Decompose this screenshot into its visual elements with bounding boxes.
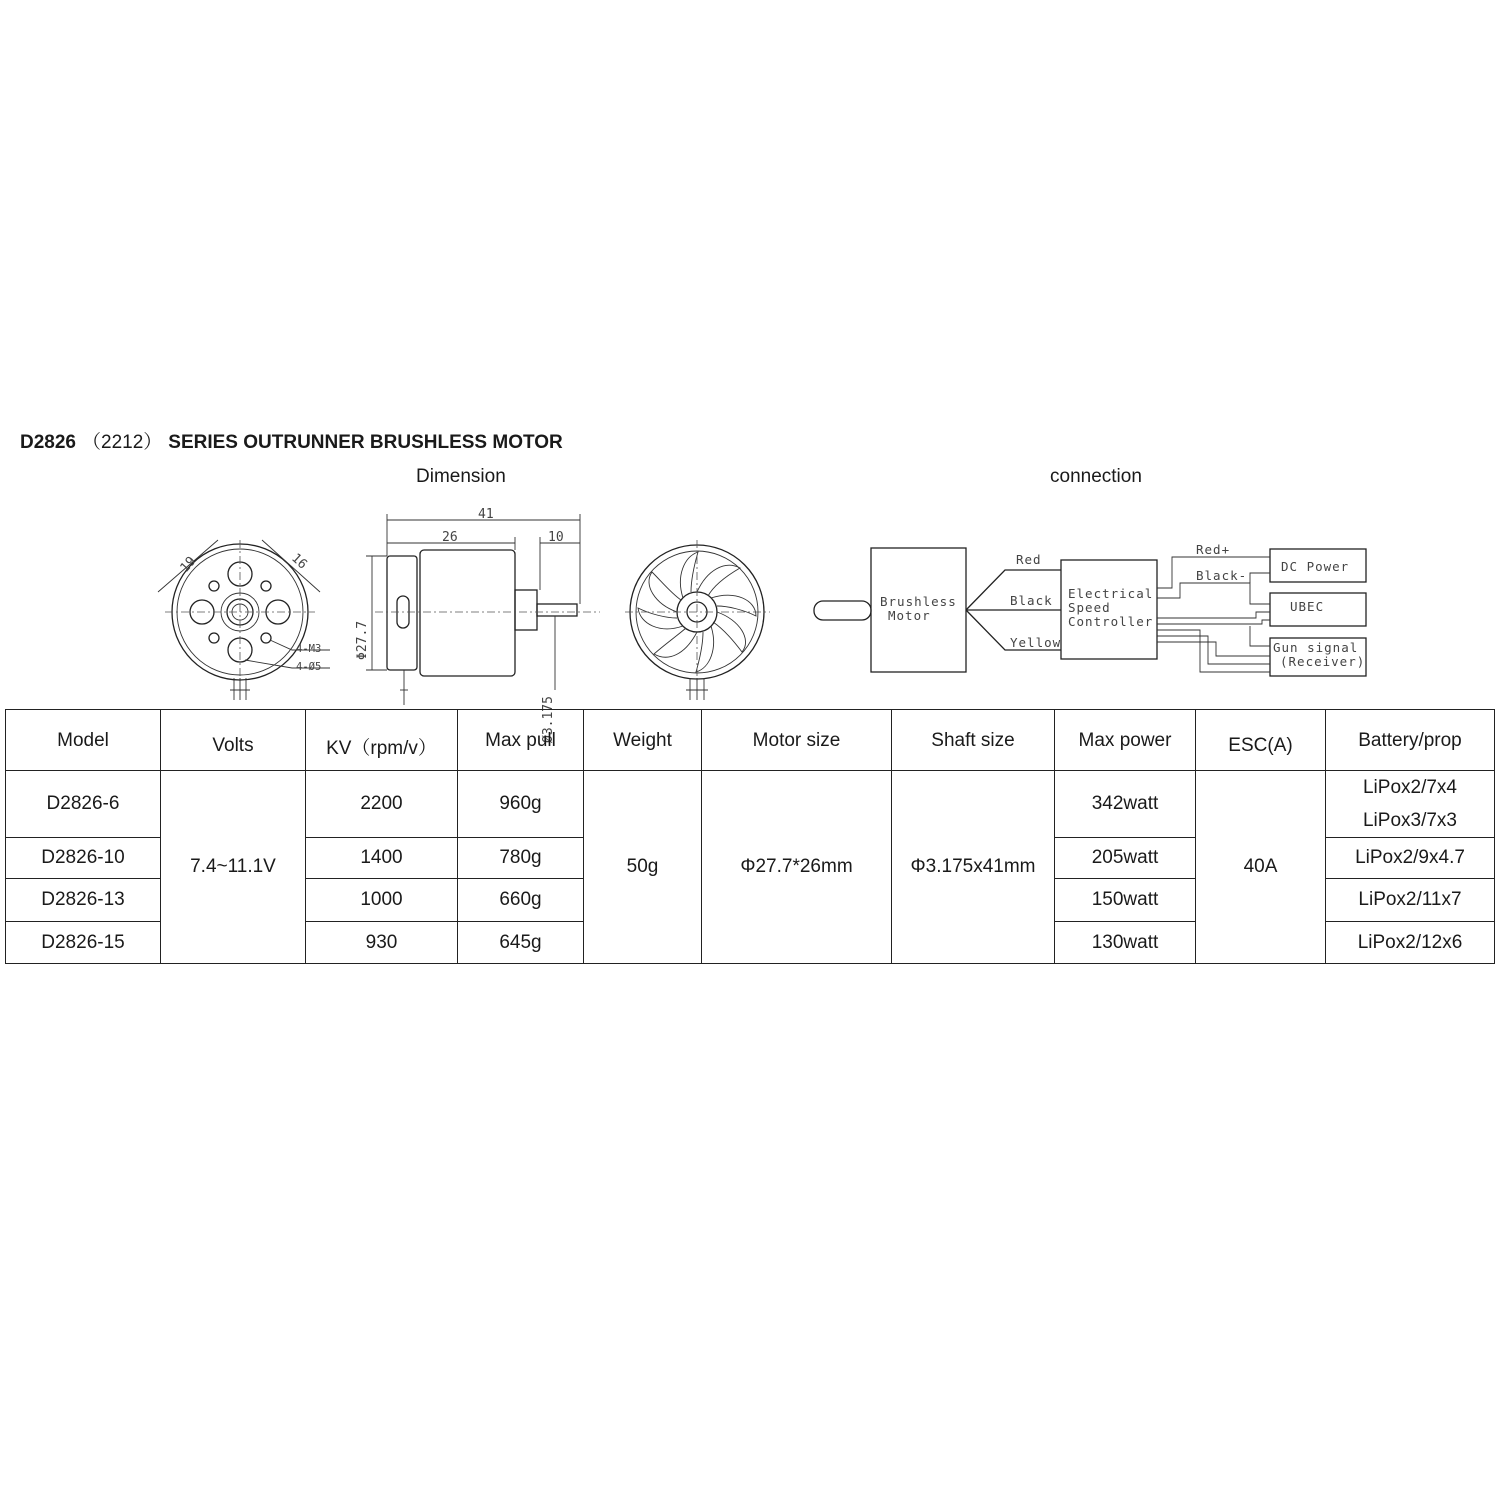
battery-prop-option: LiPox3/7x3 <box>1362 810 1457 831</box>
esc-box-line2: Speed <box>1068 600 1111 615</box>
cell-kv: 2200 <box>306 771 458 838</box>
cell-max-power: 150watt <box>1055 879 1196 922</box>
col-header-model: Model <box>6 710 161 771</box>
cell-weight: 50g <box>584 771 702 964</box>
cell-kv: 930 <box>306 922 458 964</box>
connection-title: connection <box>1050 466 1142 487</box>
motor-side-view <box>355 507 600 743</box>
cell-max-pull: 645g <box>458 922 584 964</box>
cell-model: D2826-10 <box>6 838 161 879</box>
wire-red-plus: Red+ <box>1196 542 1231 557</box>
dim-label-diameter: Φ27.7 <box>355 620 370 660</box>
signal-label-line1: Gun signal <box>1273 640 1359 655</box>
size-code: （2212） <box>82 432 163 453</box>
col-header-battery-prop: Battery/prop <box>1326 710 1495 771</box>
cell-volts: 7.4~11.1V <box>161 771 306 964</box>
cell-kv: 1000 <box>306 879 458 922</box>
cell-model: D2826-15 <box>6 922 161 964</box>
dc-power-label: DC Power <box>1281 559 1350 574</box>
col-header-weight: Weight <box>584 710 702 771</box>
dim-label-16: 16 <box>288 550 310 573</box>
vent-hole-label: 4-Ø5 <box>296 661 322 673</box>
col-header-volts: Volts <box>161 710 306 771</box>
wire-black: Black <box>1010 593 1053 608</box>
motor-rear-view <box>625 540 770 700</box>
col-header-max-power: Max power <box>1055 710 1196 771</box>
cell-battery-prop: LiPox2/12x6 <box>1326 922 1495 964</box>
col-header-motor-size: Motor size <box>702 710 892 771</box>
signal-label-line2: (Receiver) <box>1280 654 1366 669</box>
dimension-title: Dimension <box>416 466 506 487</box>
cell-max-power: 205watt <box>1055 838 1196 879</box>
motor-box-line2: Motor <box>888 608 931 623</box>
cell-kv: 1400 <box>306 838 458 879</box>
cell-battery-prop: LiPox2/9x4.7 <box>1326 838 1495 879</box>
series-name: SERIES OUTRUNNER BRUSHLESS MOTOR <box>168 432 563 453</box>
motor-box-line1: Brushless <box>880 594 957 609</box>
cell-max-pull: 660g <box>458 879 584 922</box>
dim-label-41: 41 <box>478 507 494 522</box>
battery-prop-option: LiPox2/7x4 <box>1362 777 1457 798</box>
col-header-esc: ESC(A) <box>1196 710 1326 771</box>
motor-front-view <box>158 540 330 700</box>
cell-model: D2826-6 <box>6 771 161 838</box>
ubec-label: UBEC <box>1290 599 1325 614</box>
col-header-shaft-size: Shaft size <box>892 710 1055 771</box>
table-header-row <box>6 710 1495 771</box>
cell-shaft-size: Φ3.175x41mm <box>892 771 1055 964</box>
col-header-max-pull: Max pull <box>458 710 584 771</box>
cell-model: D2826-13 <box>6 879 161 922</box>
cell-battery-prop <box>1326 771 1495 838</box>
dim-label-26: 26 <box>442 530 458 545</box>
cell-battery-prop: LiPox2/11x7 <box>1326 879 1495 922</box>
cell-motor-size: Φ27.7*26mm <box>702 771 892 964</box>
esc-box-line1: Electrical <box>1068 586 1154 601</box>
cell-esc: 40A <box>1196 771 1326 964</box>
screw-hole-label: 4-M3 <box>296 643 322 655</box>
dim-label-shaft: Ø3.175 <box>541 696 556 743</box>
wire-red: Red <box>1016 552 1042 567</box>
table-row <box>6 771 1495 838</box>
wire-yellow: Yellow <box>1010 635 1062 650</box>
wire-black-minus: Black- <box>1196 568 1248 583</box>
connection-diagram <box>814 542 1366 676</box>
dim-label-19: 19 <box>177 553 200 576</box>
esc-box-line3: Controller <box>1068 614 1154 629</box>
cell-max-power: 130watt <box>1055 922 1196 964</box>
col-header-kv: KV（rpm/v） <box>306 710 458 771</box>
cell-max-pull: 780g <box>458 838 584 879</box>
model-code: D2826 <box>20 432 76 453</box>
cell-max-power: 342watt <box>1055 771 1196 838</box>
dim-label-10: 10 <box>548 530 564 545</box>
cell-max-pull: 960g <box>458 771 584 838</box>
spec-table <box>5 709 1495 964</box>
